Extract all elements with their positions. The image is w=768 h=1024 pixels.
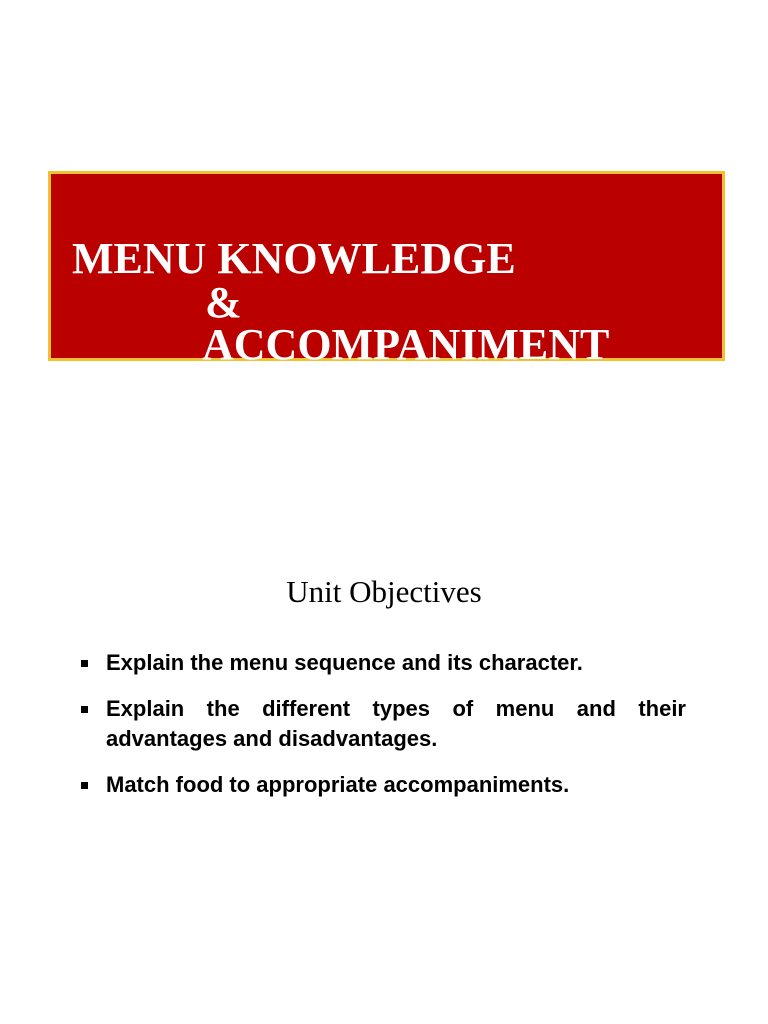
objective-text: Match food to appropriate accompaniments. [106, 772, 570, 797]
title-line-1: MENU KNOWLEDGE [72, 234, 516, 283]
objective-text: Explain the different types of menu and their advantages and disadvantages. [106, 696, 686, 751]
title-line-3: ACCOMPANIMENT [202, 320, 610, 369]
objective-item [78, 694, 686, 754]
title-banner [48, 171, 725, 369]
square-bullet-icon [81, 706, 88, 713]
objective-item [78, 648, 686, 678]
square-bullet-icon [81, 660, 88, 667]
square-bullet-icon [81, 782, 88, 789]
objectives-list [78, 648, 686, 800]
objective-text: Explain the menu sequence and its character. [106, 650, 583, 675]
title-line-2: & [205, 278, 242, 327]
objective-item [78, 770, 686, 800]
section-heading: Unit Objectives [286, 574, 482, 609]
